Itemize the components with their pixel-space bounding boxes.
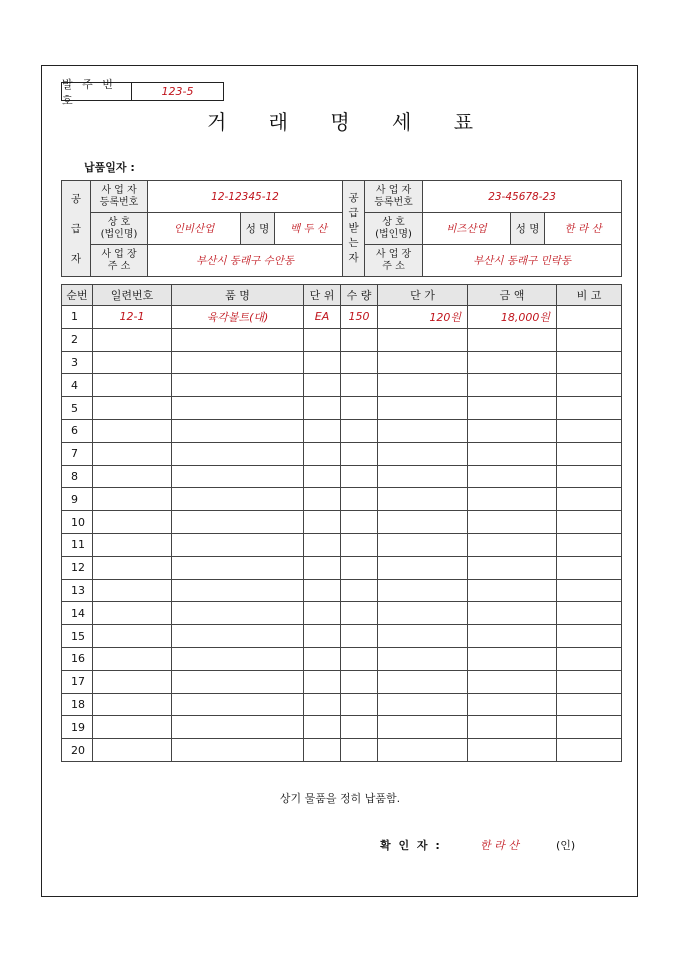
delivery-date-label: 납품일자 : — [84, 161, 135, 174]
cell-qty — [341, 625, 378, 648]
supplier-company: 인비산업 — [148, 213, 241, 245]
cell-note — [557, 716, 622, 739]
cell-serial — [93, 488, 172, 511]
cell-unit — [304, 419, 341, 442]
cell-note — [557, 351, 622, 374]
column-header: 단 위 — [304, 285, 341, 306]
cell-unit — [304, 716, 341, 739]
cell-serial — [93, 419, 172, 442]
supplier-reg-no: 12-12345-12 — [148, 181, 343, 213]
cell-qty — [341, 328, 378, 351]
table-row — [62, 397, 622, 420]
cell-name — [172, 556, 304, 579]
cell-qty — [341, 351, 378, 374]
order-number-box — [61, 77, 224, 107]
cell-no: 16 — [62, 647, 93, 670]
cell-serial — [93, 556, 172, 579]
supplier-name: 백 두 산 — [275, 213, 343, 245]
cell-serial — [93, 328, 172, 351]
cell-qty — [341, 647, 378, 670]
cell-price — [378, 716, 468, 739]
cell-serial — [93, 625, 172, 648]
receiver-side-label — [343, 181, 365, 277]
cell-no: 11 — [62, 533, 93, 556]
cell-qty — [341, 511, 378, 534]
order-number-label: 발 주 번 호 — [62, 83, 132, 100]
cell-name — [172, 374, 304, 397]
cell-unit — [304, 351, 341, 374]
seal-mark: (인) — [556, 839, 576, 852]
cell-no: 4 — [62, 374, 93, 397]
cell-amount — [468, 465, 557, 488]
cell-serial — [93, 647, 172, 670]
cell-no: 12 — [62, 556, 93, 579]
supplier-address: 부산시 동래구 수안동 — [148, 245, 343, 277]
table-row — [62, 556, 622, 579]
table-row — [62, 442, 622, 465]
receiver-company-label: 상 호 (법인명) — [365, 213, 423, 245]
supplier-name-label: 성 명 — [241, 213, 275, 245]
cell-no: 8 — [62, 465, 93, 488]
cell-amount — [468, 693, 557, 716]
cell-price: 120원 — [378, 306, 468, 329]
cell-amount — [468, 670, 557, 693]
cell-qty — [341, 716, 378, 739]
cell-amount — [468, 442, 557, 465]
table-row — [62, 533, 622, 556]
cell-unit — [304, 556, 341, 579]
table-row — [62, 602, 622, 625]
cell-note — [557, 647, 622, 670]
cell-price — [378, 693, 468, 716]
cell-price — [378, 419, 468, 442]
cell-qty — [341, 670, 378, 693]
cell-no: 9 — [62, 488, 93, 511]
cell-name — [172, 442, 304, 465]
cell-no: 3 — [62, 351, 93, 374]
cell-price — [378, 511, 468, 534]
cell-amount — [468, 579, 557, 602]
cell-price — [378, 397, 468, 420]
receiver-reg-no: 23-45678-23 — [423, 181, 622, 213]
receiver-side-char: 받 — [348, 222, 359, 234]
cell-unit — [304, 670, 341, 693]
cell-unit — [304, 488, 341, 511]
cell-no: 18 — [62, 693, 93, 716]
cell-price — [378, 625, 468, 648]
cell-qty: 150 — [341, 306, 378, 329]
cell-note — [557, 670, 622, 693]
cell-name — [172, 351, 304, 374]
table-row — [62, 739, 622, 762]
cell-amount — [468, 647, 557, 670]
cell-price — [378, 374, 468, 397]
cell-amount — [468, 511, 557, 534]
cell-unit — [304, 328, 341, 351]
cell-no: 2 — [62, 328, 93, 351]
cell-serial — [93, 533, 172, 556]
cell-no: 5 — [62, 397, 93, 420]
column-header: 일련번호 — [93, 285, 172, 306]
cell-serial — [93, 670, 172, 693]
order-number-value: 123-5 — [161, 85, 194, 98]
cell-name — [172, 511, 304, 534]
cell-price — [378, 351, 468, 374]
receiver-name: 한 라 산 — [545, 213, 622, 245]
supplier-side-label — [62, 181, 91, 277]
cell-serial — [93, 442, 172, 465]
cell-price — [378, 533, 468, 556]
cell-serial — [93, 397, 172, 420]
cell-note — [557, 625, 622, 648]
cell-unit — [304, 739, 341, 762]
table-row — [62, 647, 622, 670]
receiver-address-label: 사 업 장 주 소 — [365, 245, 423, 277]
cell-name — [172, 397, 304, 420]
cell-serial — [93, 602, 172, 625]
cell-name — [172, 465, 304, 488]
cell-name — [172, 739, 304, 762]
cell-unit — [304, 511, 341, 534]
cell-qty — [341, 556, 378, 579]
cell-amount — [468, 602, 557, 625]
cell-price — [378, 602, 468, 625]
cell-note — [557, 739, 622, 762]
cell-note — [557, 442, 622, 465]
cell-name — [172, 716, 304, 739]
cell-serial — [93, 739, 172, 762]
cell-serial — [93, 351, 172, 374]
receiver-side-char: 급 — [348, 207, 359, 219]
cell-price — [378, 465, 468, 488]
cell-name: 육각볼트(대) — [172, 306, 304, 329]
cell-amount — [468, 351, 557, 374]
supplier-receiver-table — [61, 180, 622, 277]
table-row — [62, 693, 622, 716]
cell-serial — [93, 511, 172, 534]
cell-amount — [468, 533, 557, 556]
cell-serial — [93, 693, 172, 716]
cell-qty — [341, 465, 378, 488]
receiver-reg-label: 사 업 자 등록번호 — [365, 181, 423, 213]
cell-no: 15 — [62, 625, 93, 648]
cell-price — [378, 670, 468, 693]
cell-qty — [341, 488, 378, 511]
receiver-address: 부산시 동래구 민락동 — [423, 245, 622, 277]
table-row — [62, 306, 622, 329]
cell-unit — [304, 465, 341, 488]
cell-unit — [304, 442, 341, 465]
cell-amount — [468, 556, 557, 579]
receiver-side-char: 자 — [348, 252, 359, 264]
cell-amount — [468, 716, 557, 739]
cell-price — [378, 488, 468, 511]
cell-name — [172, 579, 304, 602]
cell-amount — [468, 488, 557, 511]
cell-price — [378, 328, 468, 351]
cell-no: 19 — [62, 716, 93, 739]
cell-amount — [468, 625, 557, 648]
table-row — [62, 328, 622, 351]
receiver-side-char: 공 — [348, 192, 359, 204]
cell-unit — [304, 647, 341, 670]
cell-note — [557, 488, 622, 511]
cell-unit: EA — [304, 306, 341, 329]
items-table — [61, 284, 622, 762]
confirm-name: 한 라 산 — [480, 839, 519, 852]
table-row — [62, 488, 622, 511]
column-header: 비 고 — [557, 285, 622, 306]
cell-no: 1 — [62, 306, 93, 329]
supplier-company-label: 상 호 (법인명) — [91, 213, 148, 245]
cell-note — [557, 419, 622, 442]
cell-no: 17 — [62, 670, 93, 693]
table-row — [62, 374, 622, 397]
cell-serial — [93, 579, 172, 602]
column-header: 단 가 — [378, 285, 468, 306]
cell-unit — [304, 693, 341, 716]
receiver-name-label: 성 명 — [511, 213, 545, 245]
column-header: 순번 — [62, 285, 93, 306]
cell-serial — [93, 374, 172, 397]
cell-name — [172, 533, 304, 556]
cell-note — [557, 556, 622, 579]
cell-price — [378, 647, 468, 670]
cell-unit — [304, 374, 341, 397]
confirm-line — [380, 837, 575, 853]
cell-no: 20 — [62, 739, 93, 762]
cell-note — [557, 328, 622, 351]
cell-unit — [304, 397, 341, 420]
cell-price — [378, 579, 468, 602]
cell-unit — [304, 625, 341, 648]
cell-no: 14 — [62, 602, 93, 625]
supplier-side-char: 공 — [70, 192, 82, 205]
supplier-reg-label: 사 업 자 등록번호 — [91, 181, 148, 213]
cell-amount — [468, 374, 557, 397]
table-row — [62, 716, 622, 739]
cell-unit — [304, 579, 341, 602]
table-row — [62, 670, 622, 693]
table-row — [62, 351, 622, 374]
cell-amount: 18,000원 — [468, 306, 557, 329]
receiver-side-char: 는 — [348, 237, 359, 249]
cell-note — [557, 374, 622, 397]
cell-note — [557, 602, 622, 625]
cell-name — [172, 328, 304, 351]
cell-qty — [341, 602, 378, 625]
table-row — [62, 465, 622, 488]
column-header: 품 명 — [172, 285, 304, 306]
cell-name — [172, 602, 304, 625]
cell-note — [557, 511, 622, 534]
supplier-address-label: 사 업 장 주 소 — [91, 245, 148, 277]
cell-unit — [304, 533, 341, 556]
cell-amount — [468, 739, 557, 762]
cell-serial — [93, 465, 172, 488]
cell-qty — [341, 374, 378, 397]
cell-note — [557, 693, 622, 716]
cell-name — [172, 419, 304, 442]
receiver-company: 비즈산업 — [423, 213, 511, 245]
cell-name — [172, 488, 304, 511]
cell-note — [557, 397, 622, 420]
cell-no: 6 — [62, 419, 93, 442]
cell-serial: 12-1 — [93, 306, 172, 329]
cell-qty — [341, 693, 378, 716]
column-header: 수 량 — [341, 285, 378, 306]
cell-qty — [341, 579, 378, 602]
cell-name — [172, 625, 304, 648]
cell-amount — [468, 397, 557, 420]
cell-no: 13 — [62, 579, 93, 602]
cell-note — [557, 579, 622, 602]
document-title: 거 래 명 세 표 — [206, 110, 492, 134]
cell-note — [557, 465, 622, 488]
cell-name — [172, 693, 304, 716]
supplier-side-char: 급 — [70, 222, 82, 235]
cell-price — [378, 556, 468, 579]
cell-amount — [468, 328, 557, 351]
confirm-label: 확 인 자 : — [380, 839, 442, 852]
cell-name — [172, 670, 304, 693]
cell-price — [378, 739, 468, 762]
cell-name — [172, 647, 304, 670]
cell-qty — [341, 533, 378, 556]
cell-no: 7 — [62, 442, 93, 465]
cell-note — [557, 306, 622, 329]
cell-qty — [341, 397, 378, 420]
cell-unit — [304, 602, 341, 625]
cell-qty — [341, 419, 378, 442]
column-header: 금 액 — [468, 285, 557, 306]
cell-no: 10 — [62, 511, 93, 534]
cell-serial — [93, 716, 172, 739]
supplier-side-char: 자 — [70, 252, 82, 265]
cell-note — [557, 533, 622, 556]
table-row — [62, 625, 622, 648]
table-row — [62, 511, 622, 534]
table-row — [62, 419, 622, 442]
cell-qty — [341, 739, 378, 762]
cell-qty — [341, 442, 378, 465]
delivery-notice: 상기 물품을 정히 납품함. — [279, 792, 401, 805]
table-row — [62, 579, 622, 602]
cell-price — [378, 442, 468, 465]
cell-amount — [468, 419, 557, 442]
